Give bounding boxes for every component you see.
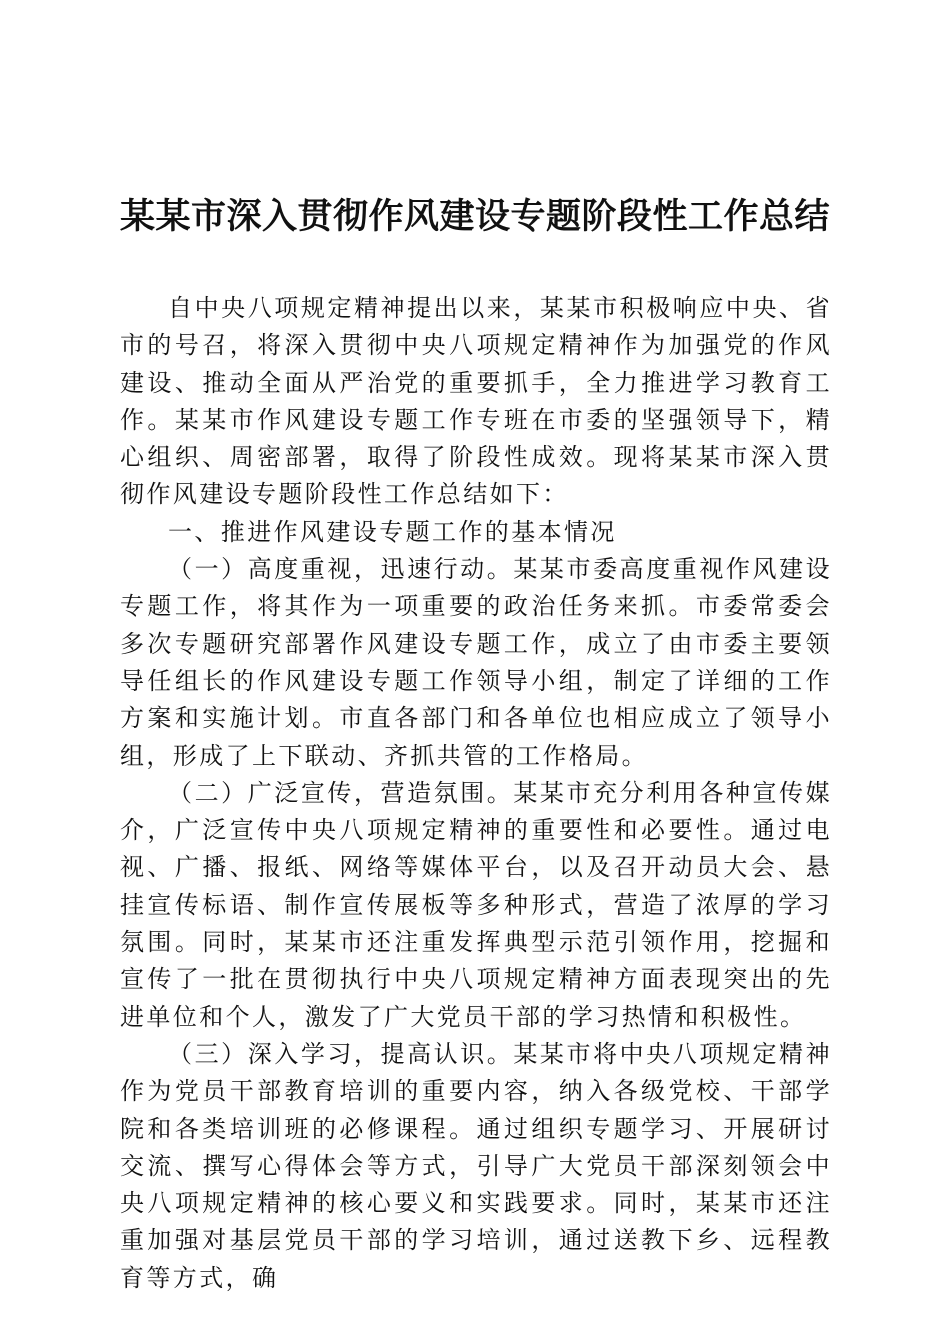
document-body	[120, 290, 832, 1297]
item-paragraph-3: （三）深入学习，提高认识。某某市将中央八项规定精神作为党员干部教育培训的重要内容，纳入各级党校、干部学院和各类培训班的必修课程。通过组织专题学习、开展研讨交流、撰写心得体会等方式，引导广大党员干部深刻领会中央八项规定精神的核心要义和实践要求。同时，某某市还注重加强对基层党员干部的学习培训，通过送教下乡、远程教育等方式，确	[120, 1039, 832, 1292]
item-paragraph-2: （二）广泛宣传，营造氛围。某某市充分利用各种宣传媒介，广泛宣传中央八项规定精神的重要性和必要性。通过电视、广播、报纸、网络等媒体平台，以及召开动员大会、悬挂宣传标语、制作宣传展板等多种形式，营造了浓厚的学习氛围。同时，某某市还注重发挥典型示范引领作用，挖掘和宣传了一批在贯彻执行中央八项规定精神方面表现突出的先进单位和个人，激发了广大党员干部的学习热情和积极性。	[120, 778, 832, 1031]
item-paragraph-1: （一）高度重视，迅速行动。某某市委高度重视作风建设专题工作，将其作为一项重要的政治任务来抓。市委常委会多次专题研究部署作风建设专题工作，成立了由市委主要领导任组长的作风建设专题工作领导小组，制定了详细的工作方案和实施计划。市直各部门和各单位也相应成立了领导小组，形成了上下联动、齐抓共管的工作格局。	[120, 555, 832, 770]
document-title: 某某市深入贯彻作风建设专题阶段性工作总结	[119, 196, 830, 237]
section-heading: 一、推进作风建设专题工作的基本情况	[168, 517, 617, 546]
intro-paragraph: 自中央八项规定精神提出以来，某某市积极响应中央、省市的号召，将深入贯彻中央八项规定精神作为加强党的作风建设、推动全面从严治党的重要抓手，全力推进学习教育工作。某某市作风建设专题工作专班在市委的坚强领导下，精心组织、周密部署，取得了阶段性成效。现将某某市深入贯彻作风建设专题阶段性工作总结如下：	[120, 294, 832, 509]
